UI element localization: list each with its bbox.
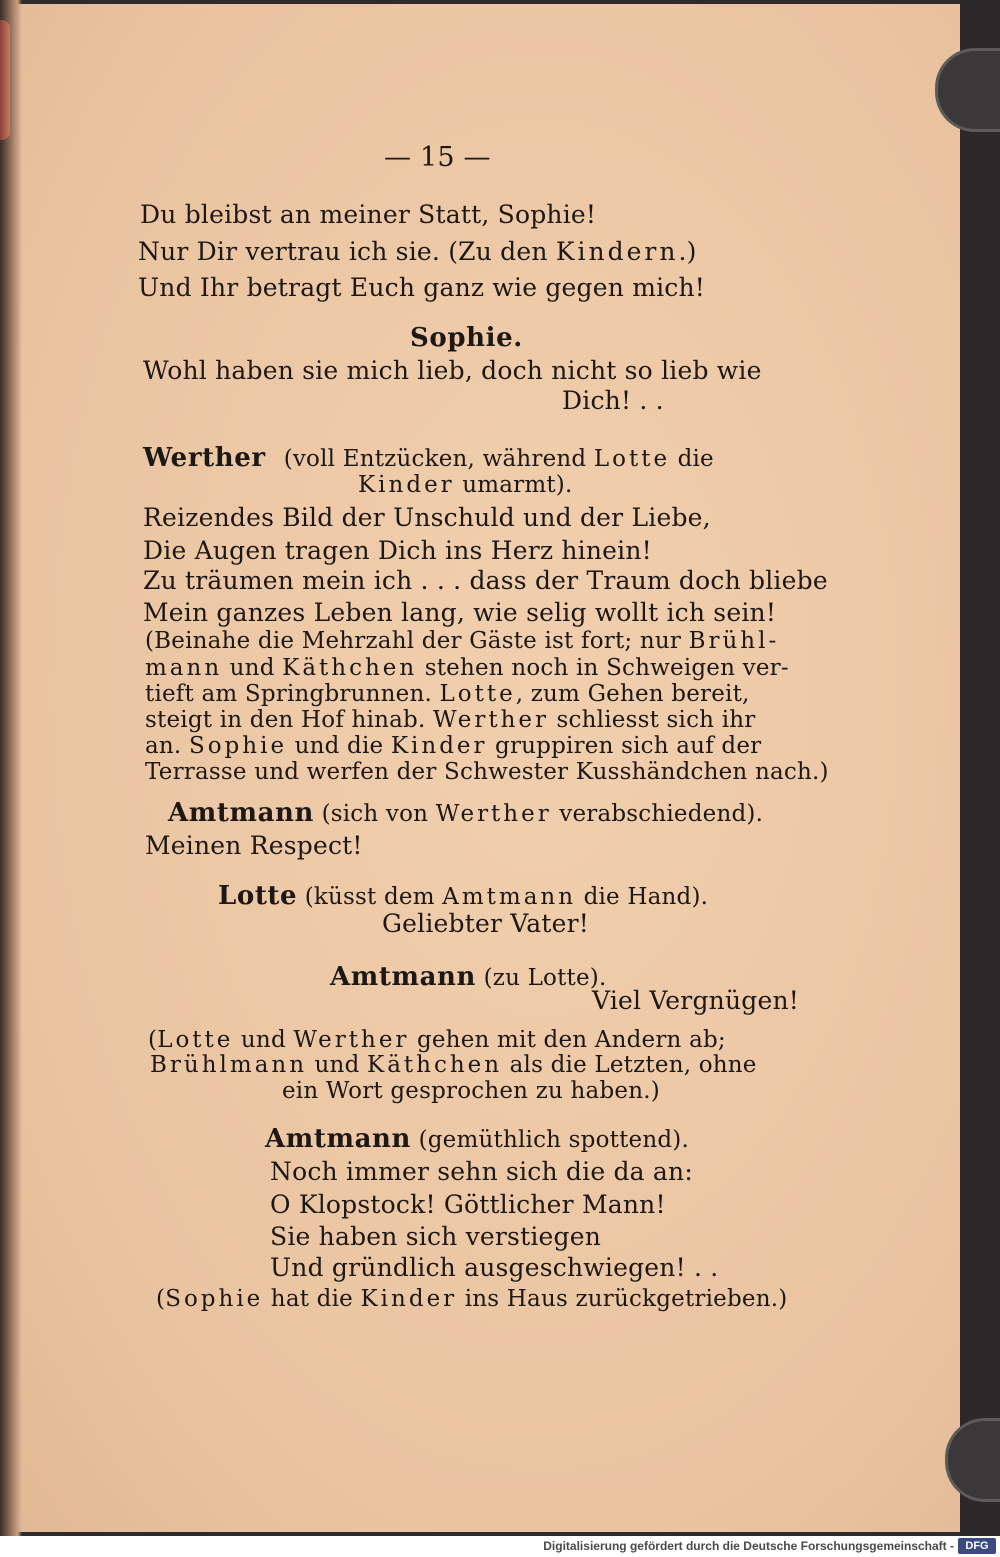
spine-bookmark	[0, 20, 10, 140]
text-line: Amtmann (gemüthlich spottend).	[265, 1124, 689, 1154]
text-line: Dich! . .	[562, 386, 664, 415]
text-line: (Beinahe die Mehrzahl der Gäste ist fort; nur Brühl-	[145, 628, 780, 654]
text-line: Amtmann (zu Lotte).	[330, 962, 607, 992]
footer-bar	[0, 1536, 1000, 1557]
dfg-logo-icon: DFG	[958, 1538, 996, 1554]
text-line: Und gründlich ausgeschwiegen! . .	[270, 1253, 719, 1282]
speaker-amtmann: Amtmann	[168, 798, 315, 828]
text-line: Brühlmann und Käthchen als die Letzten, ohne	[150, 1052, 757, 1078]
text-line: (Lotte und Werther gehen mit den Andern ab;	[148, 1027, 726, 1053]
text-line: steigt in den Hof hinab. Werther schliesst sich ihr	[145, 707, 756, 733]
text-line: Und Ihr betragt Euch ganz wie gegen mich!	[138, 273, 706, 302]
speaker-sophie: Sophie.	[410, 323, 523, 353]
text-line: mann und Käthchen stehen noch in Schweigen ver-	[145, 655, 789, 681]
text-line: O Klopstock! Göttlicher Mann!	[270, 1190, 666, 1219]
speaker-lotte: Lotte	[218, 881, 298, 911]
text-line: Mein ganzes Leben lang, wie selig wollt ich sein!	[143, 598, 777, 627]
text-line: Meinen Respect!	[145, 831, 363, 860]
text-line: Kinder umarmt).	[358, 472, 573, 498]
text-line: (Sophie hat die Kinder ins Haus zurückgetrieben.)	[156, 1286, 788, 1312]
text-line: Nur Dir vertrau ich sie. (Zu den Kindern.)	[138, 237, 697, 266]
text-line: Die Augen tragen Dich ins Herz hinein!	[143, 536, 652, 565]
text-line: Sie haben sich verstiegen	[270, 1222, 602, 1251]
page-number: — 15 —	[384, 142, 491, 173]
text-line: Reizendes Bild der Unschuld und der Liebe,	[143, 503, 711, 532]
text-line: an. Sophie und die Kinder gruppiren sich auf der	[145, 733, 762, 759]
speaker-amtmann: Amtmann	[265, 1124, 412, 1154]
text-line: ein Wort gesprochen zu haben.)	[282, 1078, 660, 1104]
text-line: Geliebter Vater!	[382, 909, 589, 938]
text-line: Werther (voll Entzücken, während Lotte die	[143, 443, 714, 473]
speaker-amtmann: Amtmann	[330, 962, 477, 992]
text-line: Wohl haben sie mich lieb, doch nicht so lieb wie	[143, 356, 762, 385]
text-line: tieft am Springbrunnen. Lotte, zum Gehen bereit,	[145, 681, 750, 707]
text-line: Du bleibst an meiner Statt, Sophie!	[140, 200, 597, 229]
text-line: Zu träumen mein ich . . . dass der Traum doch bliebe	[143, 566, 828, 595]
speaker-werther: Werther	[143, 443, 266, 473]
text-line: Terrasse und werfen der Schwester Kusshändchen nach.)	[145, 759, 829, 785]
footer-credit: Digitalisierung gefördert durch die Deutsche Forschungsgemeinschaft -	[543, 1539, 954, 1553]
book-spine	[0, 0, 22, 1540]
text-line: Noch immer sehn sich die da an:	[270, 1157, 693, 1186]
text-line: Viel Vergnügen!	[592, 986, 800, 1015]
text-line: Amtmann (sich von Werther verabschiedend).	[168, 798, 764, 828]
page-edge	[960, 0, 1000, 1557]
text-line: Lotte (küsst dem Amtmann die Hand).	[218, 881, 709, 911]
